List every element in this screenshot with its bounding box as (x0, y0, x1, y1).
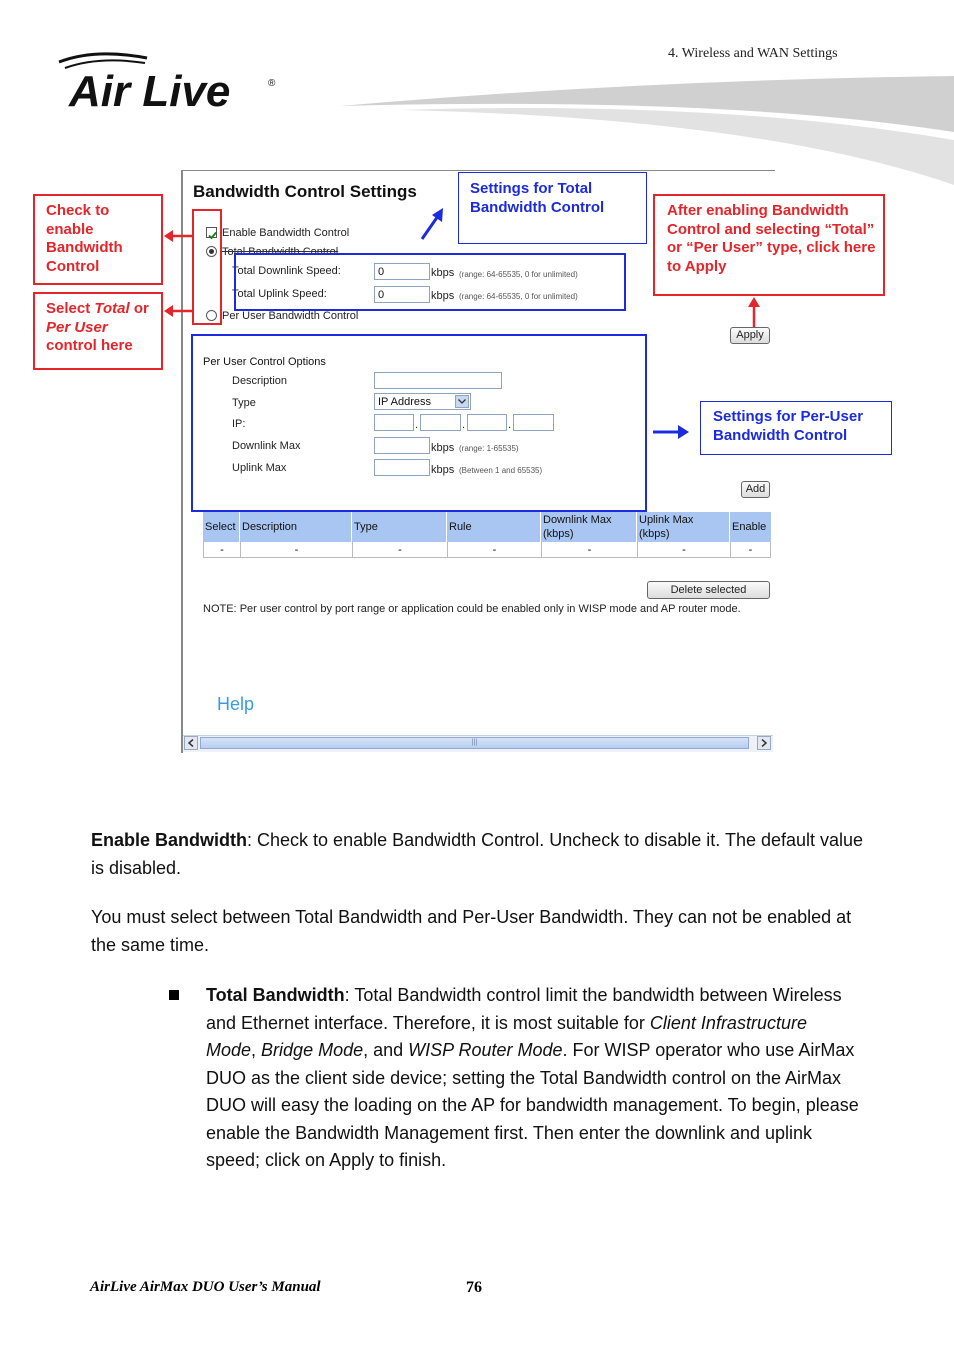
uplink-max-range-hint: (Between 1 and 65535) (459, 466, 543, 475)
callout-per-user-settings (700, 401, 892, 455)
header-swoosh-decoration (340, 70, 954, 185)
callout-total-settings (458, 172, 647, 244)
per-user-options-title: Per User Control Options (203, 356, 326, 368)
total-downlink-label: Total Downlink Speed: (232, 265, 341, 277)
bullet-total-bandwidth: Total Bandwidth: Total Bandwidth control limit the bandwidth between Wireless and Ethernet interface. Therefore, it is most suitable for Client Infrastructure Mode, Bridge Mode, and WISP Router Mode. For WISP operator who use AirMax DUO as the client side device; setting the Total Bandwidth control on the AirMax DUO will easy the loading on the AP for bandwidth management. To begin, please enable the Bandwidth Management first. Then enter the downlink and uplink speed; click on Apply to finish. (206, 985, 859, 1170)
paragraph-select-mode: You must select between Total Bandwidth and Per-User Bandwidth. They can not be enabled at the same time. (91, 907, 852, 955)
callout-total-settings-text: Settings for Total Bandwidth Control (470, 180, 605, 216)
term-enable-bandwidth: Enable Bandwidth (91, 830, 248, 850)
arrow-up-icon (745, 296, 763, 328)
airlive-logo (55, 48, 285, 114)
paragraph-enable-bandwidth: Enable Bandwidth: Check to enable Bandwidth Control. Uncheck to disable it. The default value is disabled. (91, 830, 864, 878)
total-uplink-input[interactable]: 0 (374, 286, 430, 303)
scroll-right-arrow-icon[interactable] (757, 736, 771, 750)
ip-label: IP: (232, 418, 246, 430)
downlink-max-range-hint: (range: 1-65535) (459, 444, 519, 453)
callout-check-enable (33, 194, 163, 285)
total-uplink-label: Total Uplink Speed: (232, 288, 327, 300)
column-header-select: Select (203, 512, 240, 542)
apply-button[interactable]: Apply (730, 327, 770, 344)
table-cell: - (204, 542, 241, 558)
column-header-type: Type (352, 512, 447, 542)
uplink-unit: kbps (431, 290, 455, 302)
downlink-range-hint: (range: 64-65535, 0 for unlimited) (459, 270, 578, 279)
column-header-downlink-max: Downlink Max (kbps) (541, 512, 637, 542)
callout-apply-text: After enabling Bandwidth Control and selecting “Total” or “Per User” type, click here to Apply (667, 202, 876, 275)
ip-separator: . (462, 419, 466, 431)
per-user-bandwidth-label: Per User Bandwidth Control (222, 310, 359, 322)
column-header-description: Description (240, 512, 352, 542)
delete-selected-button[interactable]: Delete selected (647, 581, 770, 599)
total-settings-highlight (234, 253, 626, 311)
arrow-right-icon (651, 423, 691, 441)
bullet-square-icon (169, 990, 179, 1000)
callout-apply (653, 194, 885, 296)
arrow-up-right-icon (418, 206, 446, 242)
table-cell: - (353, 542, 448, 558)
column-header-enable: Enable (732, 521, 767, 533)
downlink-max-label: Downlink Max (232, 440, 301, 452)
ip-separator: . (415, 419, 419, 431)
per-user-settings-highlight (191, 334, 647, 512)
note-text (203, 602, 763, 616)
type-label: Type (232, 397, 256, 409)
callout-select-type (33, 292, 163, 370)
scroll-left-arrow-icon[interactable] (184, 736, 198, 750)
term-total-bandwidth: Total Bandwidth (206, 985, 345, 1005)
arrow-left-icon (163, 303, 193, 319)
screenshot-title: Bandwidth Control Settings (193, 182, 417, 201)
description-label: Description (232, 375, 288, 387)
logo-registered-mark: ® (268, 78, 276, 89)
uplink-max-label: Uplink Max (232, 462, 287, 474)
enable-bandwidth-label: Enable Bandwidth Control (222, 227, 350, 239)
scrollbar-thumb[interactable]: ||| (200, 737, 749, 749)
table-cell: - (731, 542, 771, 558)
table-cell: - (638, 542, 731, 558)
total-bandwidth-label: Total Bandwidth Control (222, 246, 339, 258)
callout-select-type-text: Select Total or Per User control here (46, 300, 149, 354)
page-number: 76 (466, 1279, 482, 1296)
table-cell: - (448, 542, 542, 558)
note-label: NOTE: (203, 603, 237, 615)
uplink-range-hint: (range: 64-65535, 0 for unlimited) (459, 292, 578, 301)
table-row (203, 542, 771, 558)
add-button[interactable]: Add (741, 481, 770, 498)
downlink-unit: kbps (431, 267, 455, 279)
column-header-uplink-max: Uplink Max (kbps) (637, 512, 730, 542)
uplink-max-unit: kbps (431, 464, 455, 476)
help-link[interactable]: Help (217, 694, 255, 714)
arrow-left-icon (163, 228, 193, 244)
type-select-value: IP Address (378, 396, 431, 408)
table-cell: - (241, 542, 353, 558)
rules-table-header (203, 512, 771, 542)
table-cell: - (542, 542, 638, 558)
chapter-heading: 4. Wireless and WAN Settings (668, 46, 838, 61)
checkbox-radio-highlight (192, 209, 222, 325)
column-header-rule: Rule (447, 512, 541, 542)
total-downlink-input[interactable]: 0 (374, 263, 430, 280)
callout-per-user-settings-text: Settings for Per-User Bandwidth Control (713, 408, 864, 444)
note-body: Per user control by port range or application could be enabled only in WISP mode and AP router mode. (239, 603, 741, 615)
downlink-max-unit: kbps (431, 442, 455, 454)
callout-check-enable-text: Check to enable Bandwidth Control (46, 202, 123, 275)
ip-separator: . (508, 419, 512, 431)
footer-manual-title: AirLive AirMax DUO User’s Manual (90, 1279, 321, 1295)
logo-wordmark: Air Live (69, 67, 231, 114)
